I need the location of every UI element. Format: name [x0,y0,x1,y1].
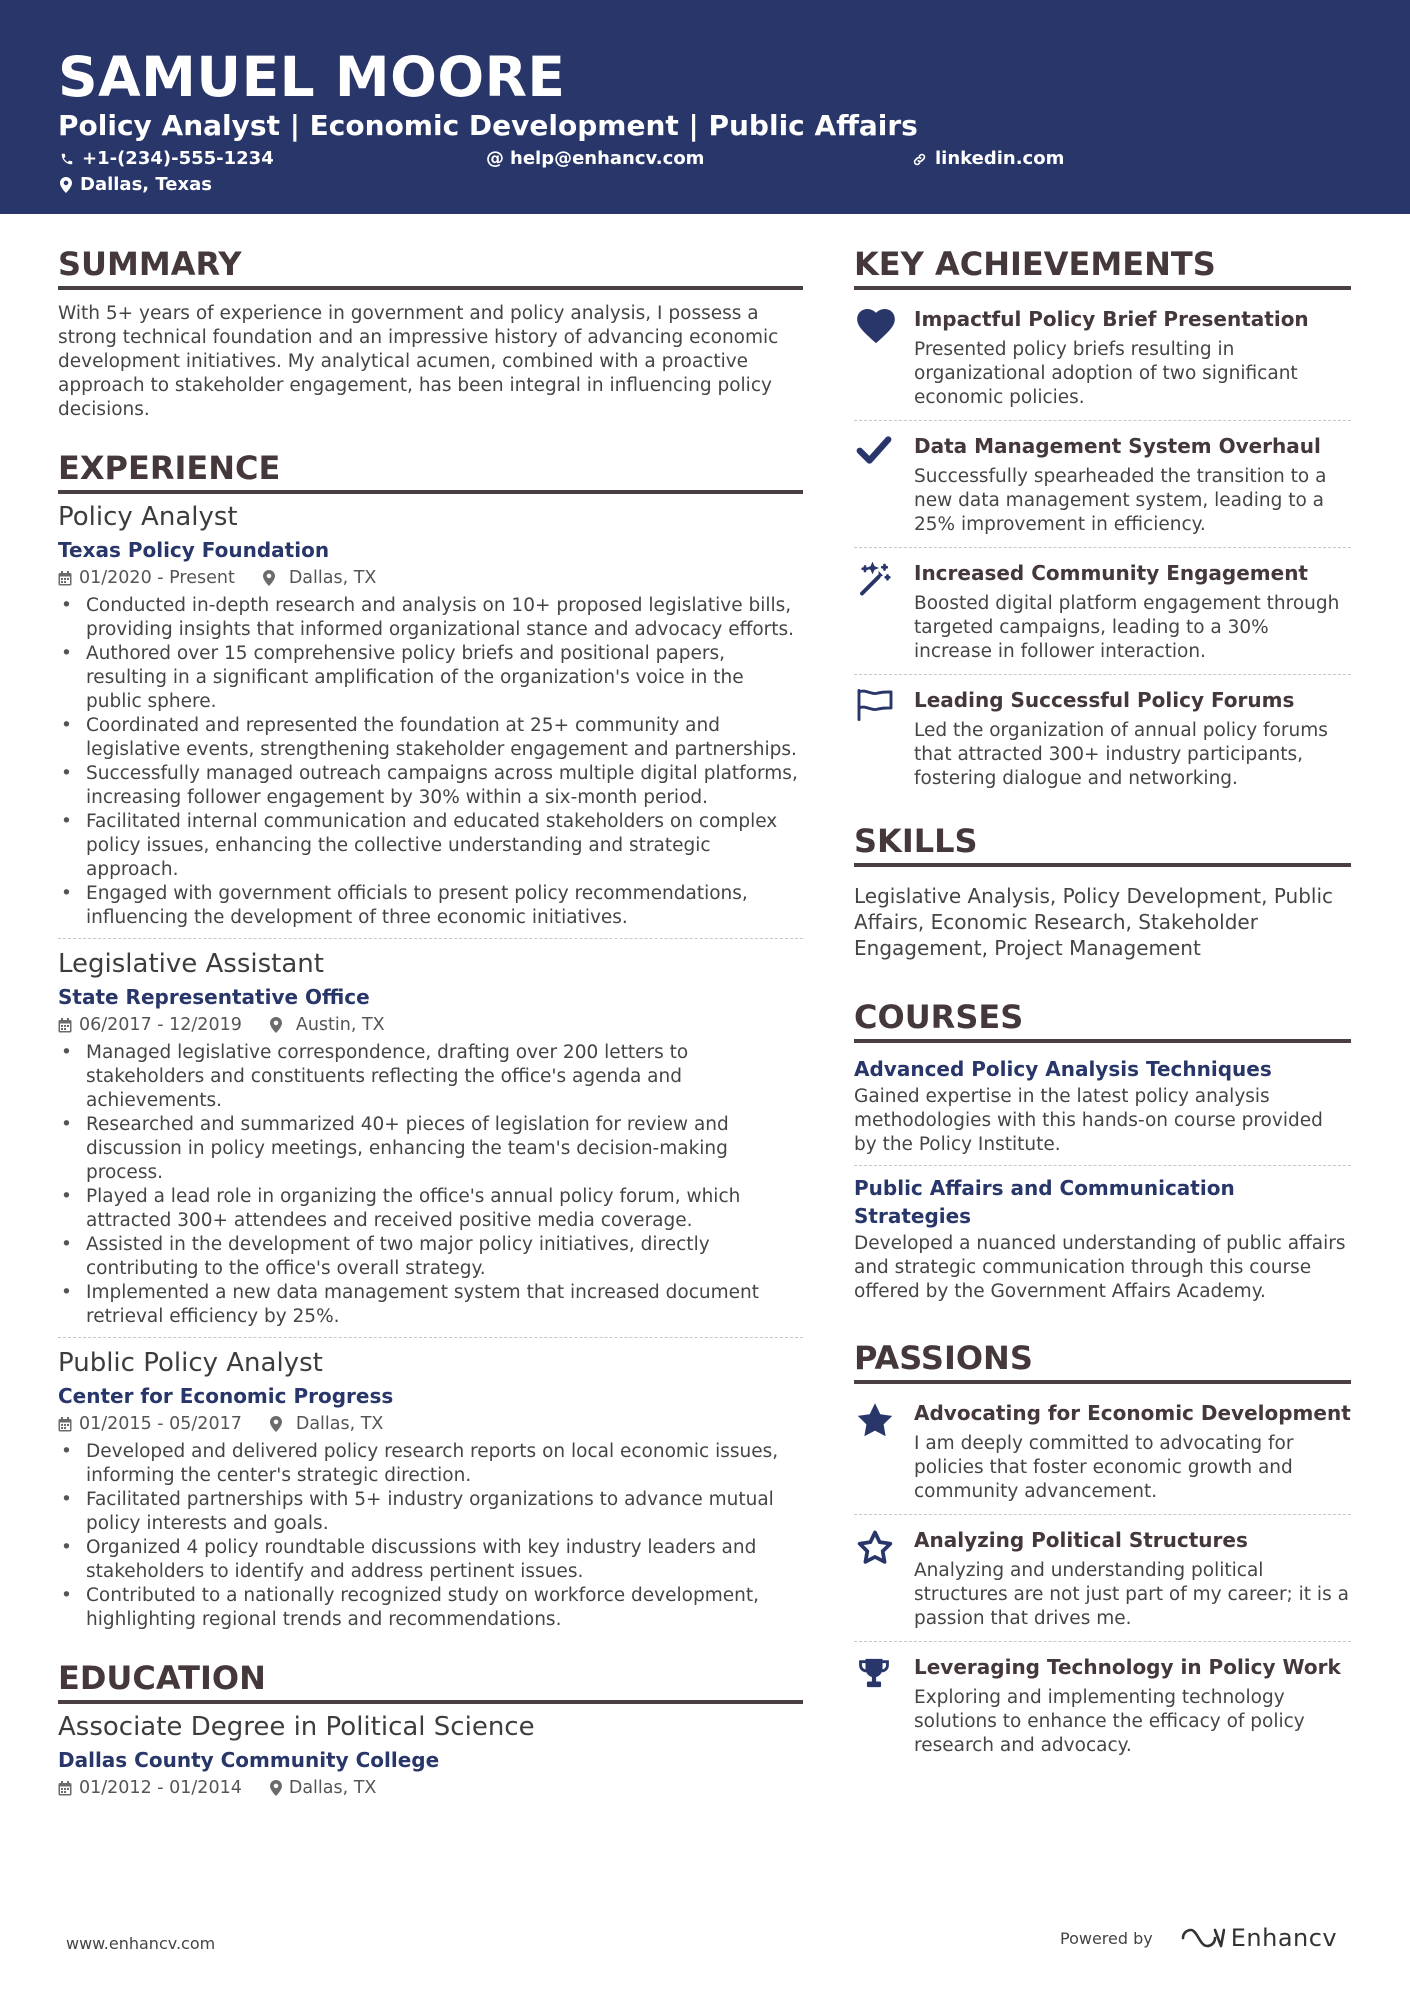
job-bullets [58,1041,803,1329]
star-outline-icon [854,1525,914,1631]
passion-item [854,1641,1351,1768]
course-item [854,1049,1351,1165]
job-organization: State Representative Office [58,985,370,1009]
passions-list [854,1396,1351,1768]
achievements-list [854,302,1351,801]
job-meta [58,1412,803,1436]
education-meta [58,1776,803,1800]
job-bullet: • Facilitated internal communication and educated stakeholders on complex policy issues, enhancing the collective understanding and strategic approach. [58,810,803,882]
achievement-item [854,547,1351,674]
job-bullet: • Conducted in-depth research and analysis on 10+ proposed legislative bills, providing insights that informed organizational stance and advocacy efforts. [58,594,803,642]
location-pin-icon [270,1017,282,1033]
job-bullet: • Engaged with government officials to present policy recommendations, influencing the development of three economic initiatives. [58,882,803,930]
summary-section [58,244,803,422]
job-entry [58,500,803,938]
job-role: Legislative Assistant [58,949,324,979]
passions-heading: PASSIONS [854,1338,1351,1384]
location-pin-icon [263,570,275,586]
job-bullet: • Coordinated and represented the foundation at 25+ community and legislative events, strengthening stakeholder engagement and partnerships. [58,714,803,762]
email-text[interactable]: help@enhancv.com [510,148,705,169]
passions-section [854,1338,1351,1768]
job-entry [58,938,803,1337]
school-name: Dallas County Community College [58,1748,440,1772]
achievement-title: Leading Successful Policy Forums [914,688,1295,712]
contact-linkedin[interactable] [912,148,1064,170]
contact-phone [60,148,274,170]
achievements-section [854,244,1351,801]
contact-email[interactable] [486,148,704,170]
achievement-title: Data Management System Overhaul [914,434,1321,458]
achievement-description: Boosted digital platform engagement through targeted campaigns, leading to a 30% increase in follower interaction. [914,593,1340,662]
job-bullets [58,1440,803,1632]
job-bullet: • Played a lead role in organizing the office's annual policy forum, which attracted 300+ attendees and received positive media coverage. [58,1185,803,1233]
job-bullet: • Facilitated partnerships with 5+ industry organizations to advance mutual policy interests and goals. [58,1488,803,1536]
contact-location [60,174,212,196]
achievement-description: Successfully spearheaded the transition to a new data management system, leading to a 25% improvement in efficiency. [914,466,1327,535]
powered-by-text: Powered by [1060,1928,1153,1948]
job-bullet: • Contributed to a nationally recognized study on workforce development, highlighting regional trends and recommendations. [58,1584,803,1632]
education-heading: EDUCATION [58,1658,803,1704]
magic-wand-icon [854,558,914,664]
star-filled-icon [854,1398,914,1504]
summary-heading: SUMMARY [58,244,803,290]
linkedin-text[interactable]: linkedin.com [935,148,1065,169]
passion-item [854,1514,1351,1641]
education-location-wrap [270,1776,377,1800]
location-pin-icon [270,1780,282,1796]
passion-title: Leveraging Technology in Policy Work [914,1655,1341,1679]
calendar-icon [58,1417,72,1432]
course-item [854,1165,1351,1312]
experience-list [58,500,803,1640]
location-pin-icon [270,1416,282,1432]
job-dates: 06/2017 - 12/2019 [79,1015,242,1035]
job-organization: Center for Economic Progress [58,1384,394,1408]
footer-brand [1060,1924,1337,1952]
courses-heading: COURSES [854,997,1351,1043]
job-meta [58,566,803,590]
enhancv-brand-text: Enhancv [1230,1924,1338,1952]
at-icon: @ [486,148,504,169]
phone-icon [60,152,74,166]
skills-section [854,821,1351,961]
achievement-item [854,420,1351,547]
checkmark-icon [854,431,914,537]
job-bullet: • Authored over 15 comprehensive policy briefs and positional papers, resulting in a significant amplification of the organization's voice in the public sphere. [58,642,803,714]
education-dates: 01/2012 - 01/2014 [79,1778,242,1798]
course-title: Advanced Policy Analysis Techniques [854,1057,1272,1081]
job-bullet: • Organized 4 policy roundtable discussions with key industry leaders and stakeholders to identify and address pertinent issues. [58,1536,803,1584]
education-section [58,1658,803,1800]
degree-title: Associate Degree in Political Science [58,1712,535,1742]
experience-section [58,448,803,1640]
job-location: Dallas, TX [295,1414,384,1434]
job-bullets [58,594,803,930]
enhancv-logo-icon [1179,1926,1225,1950]
courses-list [854,1049,1351,1312]
passion-description: Analyzing and understanding political structures are not just part of my career; it is a passion that drives me. [914,1560,1349,1629]
job-entry [58,1337,803,1640]
calendar-icon [58,1018,72,1033]
candidate-name: SAMUEL MOORE [58,45,566,109]
phone-text: +1-(234)-555-1234 [82,148,274,169]
location-text: Dallas, Texas [80,174,212,195]
left-column [58,244,803,1800]
job-meta [58,1013,803,1037]
achievements-heading: KEY ACHIEVEMENTS [854,244,1351,290]
job-organization: Texas Policy Foundation [58,538,330,562]
experience-heading: EXPERIENCE [58,448,803,494]
job-location: Dallas, TX [288,568,377,588]
calendar-icon [58,1781,72,1796]
passion-item [854,1396,1351,1514]
footer-website[interactable]: www.enhancv.com [66,1934,216,1953]
course-title: Public Affairs and Communication Strategies [854,1176,1235,1228]
passion-title: Advocating for Economic Development [914,1401,1351,1425]
header [0,0,1410,214]
course-description: Developed a nuanced understanding of public affairs and strategic communication through this course offered by the Government Affairs Academy. [854,1233,1346,1302]
job-bullet: • Successfully managed outreach campaigns across multiple digital platforms, increasing follower engagement by 30% within a six-month period. [58,762,803,810]
heart-icon [854,304,914,410]
job-location-wrap [270,1013,385,1037]
job-location-wrap [270,1412,384,1436]
education-location: Dallas, TX [288,1778,377,1798]
skills-heading: SKILLS [854,821,1351,867]
job-role: Policy Analyst [58,502,238,532]
passion-description: Exploring and implementing technology solutions to enhance the efficacy of policy research and advocacy. [914,1687,1305,1756]
job-role: Public Policy Analyst [58,1348,323,1378]
achievement-description: Led the organization of annual policy forums that attracted 300+ industry participants, fostering dialogue and networking. [914,720,1328,789]
flag-icon [854,685,914,791]
right-column [854,244,1351,1768]
skills-text: Legislative Analysis, Policy Development, Public Affairs, Economic Research, Stakeholder Engagement, Project Management [854,884,1334,960]
candidate-title: Policy Analyst | Economic Development | Public Affairs [58,109,918,142]
passion-description: I am deeply committed to advocating for policies that foster economic growth and community advancement. [914,1433,1294,1502]
achievement-title: Impactful Policy Brief Presentation [914,307,1309,331]
job-bullet: • Developed and delivered policy research reports on local economic issues, informing the center's strategic direction. [58,1440,803,1488]
trophy-icon [854,1652,914,1758]
courses-section [854,997,1351,1312]
job-bullet: • Managed legislative correspondence, drafting over 200 letters to stakeholders and constituents reflecting the office's agenda and achievements. [58,1041,803,1113]
achievement-item [854,674,1351,801]
summary-text: With 5+ years of experience in government and policy analysis, I possess a strong technical foundation and an impressive history of advancing economic development initiatives. My analytical acumen, combined with a proactive approach to stakeholder engagement, has been integral in influencing policy decisions. [58,303,779,420]
job-bullet: • Implemented a new data management system that increased document retrieval efficiency by 25%. [58,1281,803,1329]
job-dates: 01/2020 - Present [79,568,235,588]
link-icon [912,152,927,167]
job-location: Austin, TX [295,1015,385,1035]
location-pin-icon [60,177,72,193]
job-location-wrap [263,566,377,590]
job-bullet: • Assisted in the development of two major policy initiatives, directly contributing to the office's overall strategy. [58,1233,803,1281]
job-dates: 01/2015 - 05/2017 [79,1414,242,1434]
passion-title: Analyzing Political Structures [914,1528,1248,1552]
calendar-icon [58,571,72,586]
achievement-title: Increased Community Engagement [914,561,1308,585]
achievement-description: Presented policy briefs resulting in organizational adoption of two significant economic policies. [914,339,1298,408]
course-description: Gained expertise in the latest policy analysis methodologies with this hands-on course provided by the Policy Institute. [854,1086,1323,1155]
achievement-item [854,302,1351,420]
job-bullet: • Researched and summarized 40+ pieces of legislation for review and discussion in policy meetings, enhancing the team's decision-making process. [58,1113,803,1185]
